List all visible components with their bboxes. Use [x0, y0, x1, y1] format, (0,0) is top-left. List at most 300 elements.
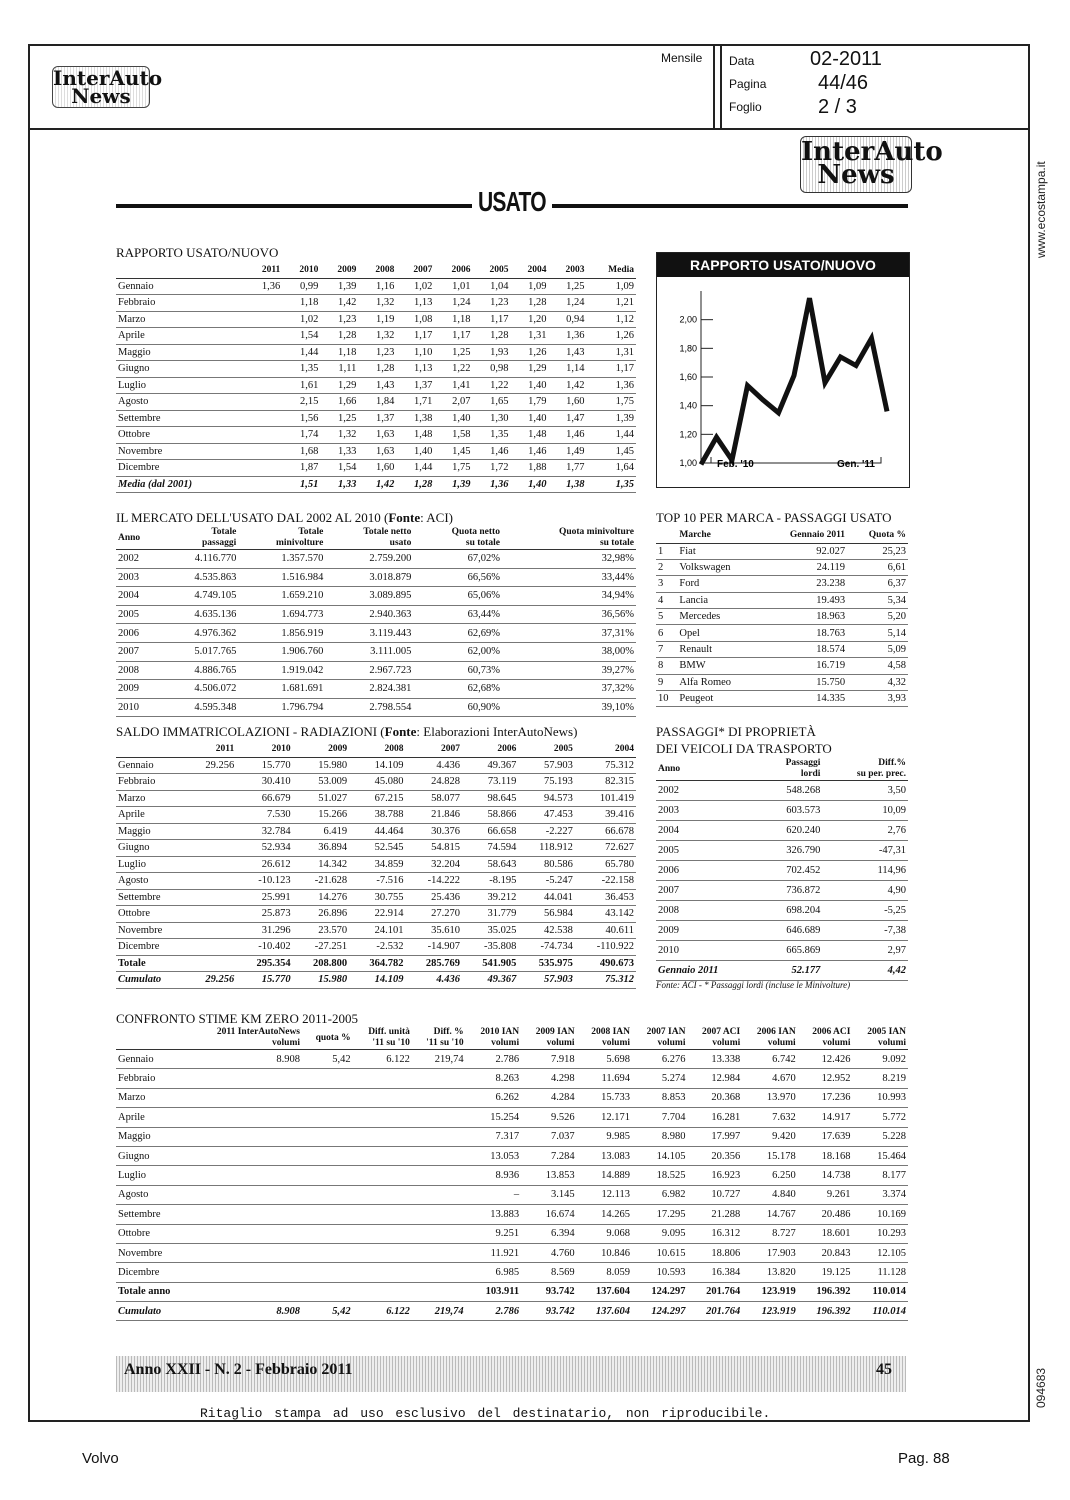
y-tick-label: 1,20 [679, 429, 697, 440]
header-line: volumi [822, 1038, 851, 1048]
table-cell: -10.123 [236, 873, 292, 890]
clip-note: Ritaglio stampa ad uso esclusivo del destinatario, non riproducibile. [200, 1406, 771, 1421]
table-cell [302, 1069, 353, 1088]
table-row [116, 476, 636, 493]
header-line: volumi [491, 1038, 520, 1048]
table-cell: -22.158 [575, 873, 636, 890]
table-cell: 1,09 [587, 278, 636, 295]
table-cell: 9.068 [577, 1224, 632, 1243]
table-cell: 8.219 [852, 1069, 908, 1088]
table-cell: 6 [656, 625, 677, 641]
table-cell: 4,42 [822, 961, 908, 981]
table-cell: 5.698 [577, 1050, 632, 1069]
table-cell: 15.464 [852, 1146, 908, 1165]
table-cell: Alfa Romeo [677, 674, 759, 690]
table-row [116, 906, 636, 923]
table-cell: Mercedes [677, 609, 759, 625]
table-cell: 37,31% [502, 624, 636, 643]
table-row [656, 576, 908, 592]
table-cell: 6.250 [742, 1166, 797, 1185]
table-cell: 13.083 [577, 1146, 632, 1165]
table-cell [189, 1108, 302, 1127]
table-header-row [116, 527, 636, 550]
table-cell: 44.464 [349, 823, 405, 840]
table-header-cell [742, 1027, 797, 1050]
header-line: 2009 IAN [535, 1027, 575, 1037]
table-cell: Novembre [116, 443, 245, 460]
table-cell: 8.263 [466, 1069, 521, 1088]
table-cell: 4,90 [822, 881, 908, 901]
table-cell: 2010 [116, 698, 160, 717]
table-cell: 40.611 [575, 922, 636, 939]
table-cell: 17.903 [742, 1243, 797, 1262]
table-cell: 58.077 [406, 790, 462, 807]
rapporto-chart [656, 252, 910, 488]
table-cell: 1,38 [396, 410, 434, 427]
table-cell: 1,45 [587, 443, 636, 460]
table-cell: 1,51 [282, 476, 320, 493]
header-line: su per. prec. [856, 769, 906, 779]
table-row [656, 841, 908, 861]
table-cell: Settembre [116, 410, 245, 427]
table-cell: 2.786 [466, 1050, 521, 1069]
header-line: volumi [878, 1038, 906, 1048]
table-cell [412, 1166, 466, 1185]
table-row [656, 543, 908, 559]
header-line: Totale [211, 527, 237, 537]
table-header-cell [502, 527, 636, 550]
table-cell: 1,13 [396, 361, 434, 378]
table-cell: Maggio [116, 344, 245, 361]
table-cell: 2003 [116, 568, 160, 587]
table-cell [245, 410, 282, 427]
table-cell: 4.976.362 [160, 624, 238, 643]
table-cell: 4.840 [742, 1185, 797, 1204]
table-cell: 2006 [656, 861, 760, 881]
table-cell: Media (dal 2001) [116, 476, 245, 493]
table-row [116, 1166, 908, 1185]
table-cell: 7 [656, 641, 677, 657]
table-cell: 8.059 [577, 1263, 632, 1282]
table-cell: 2008 [656, 901, 760, 921]
confronto-title: CONFRONTO STIME KM ZERO 2011-2005 [116, 1011, 358, 1026]
table-cell [353, 1146, 412, 1165]
table-cell: 74.594 [462, 840, 518, 857]
table-row [656, 821, 908, 841]
table-cell: 548.268 [760, 781, 823, 801]
table-row [116, 1088, 908, 1107]
table-cell [412, 1224, 466, 1243]
table-cell: 1,02 [282, 311, 320, 328]
table-cell: 5,42 [302, 1050, 353, 1069]
table-cell: 1,43 [358, 377, 396, 394]
table-cell: 0,94 [549, 311, 587, 328]
table-cell: Ford [677, 576, 759, 592]
table-cell: 39.416 [575, 807, 636, 824]
table-row [116, 698, 636, 717]
table-cell: 10.593 [632, 1263, 687, 1282]
table-cell: 31.296 [236, 922, 292, 939]
table-cell: 4.635.136 [160, 605, 238, 624]
table-cell: 1,28 [472, 328, 510, 345]
table-cell: 110.014 [852, 1282, 908, 1301]
table-cell: Marzo [116, 790, 188, 807]
table-cell: 22.914 [349, 906, 405, 923]
table-cell [189, 1205, 302, 1224]
table-cell: 1,09 [510, 278, 548, 295]
section-rule-left [116, 204, 472, 208]
table-cell: 7.918 [521, 1050, 576, 1069]
table-cell [302, 1108, 353, 1127]
table-cell [353, 1088, 412, 1107]
table-cell: 14.738 [798, 1166, 853, 1185]
header-line: minivolture [275, 538, 324, 548]
table-cell: 2009 [656, 921, 760, 941]
table-header-cell [521, 1027, 576, 1050]
table-row [116, 680, 636, 699]
table-cell: 21.288 [687, 1205, 742, 1224]
table-cell: 1.906.760 [238, 642, 325, 661]
table-cell [302, 1282, 353, 1301]
table-cell: 1,60 [358, 460, 396, 477]
table-cell: 1,49 [549, 443, 587, 460]
table-cell: 4.886.765 [160, 661, 238, 680]
table-cell: 1,36 [549, 328, 587, 345]
y-tick-label: 1,80 [679, 343, 697, 354]
table-cell: 93.742 [521, 1282, 576, 1301]
table-cell: 2005 [656, 841, 760, 861]
table-cell: 15.980 [293, 757, 349, 774]
table-cell: 1,29 [510, 361, 548, 378]
table-cell: 66.679 [236, 790, 292, 807]
header-line: Quota minivolture [558, 527, 634, 537]
table-cell: Aprile [116, 807, 188, 824]
table-cell: 1,18 [320, 344, 358, 361]
table-cell: 16.281 [687, 1108, 742, 1127]
table-cell: 14.767 [742, 1205, 797, 1224]
table-cell: 103.911 [466, 1282, 521, 1301]
table-cell: 285.769 [406, 955, 462, 972]
table-cell: 1,33 [320, 476, 358, 493]
table-cell: 2009 [116, 680, 160, 699]
table-cell: -14.222 [406, 873, 462, 890]
table-cell: 1,12 [587, 311, 636, 328]
table-header-cell [116, 1027, 189, 1050]
chart-canvas [657, 277, 907, 485]
table-row [116, 1224, 908, 1243]
table-cell: 35.025 [462, 922, 518, 939]
table-cell: 1,23 [358, 344, 396, 361]
table-cell [412, 1282, 466, 1301]
table-cell: 2006 [116, 624, 160, 643]
table-row [116, 1282, 908, 1301]
table-cell: Marzo [116, 1088, 189, 1107]
table-row [116, 410, 636, 427]
table-cell: 37,32% [502, 680, 636, 699]
table-cell: 137.604 [577, 1282, 632, 1301]
table-cell: 1.694.773 [238, 605, 325, 624]
table-cell: 1,46 [510, 443, 548, 460]
table-cell: 7.037 [521, 1127, 576, 1146]
table-row [656, 801, 908, 821]
table-cell [189, 1166, 302, 1185]
table-cell: Giugno [116, 361, 245, 378]
table-cell: 2008 [358, 262, 396, 278]
table-row [116, 624, 636, 643]
table-cell: 3.018.879 [325, 568, 413, 587]
table-cell: 16.923 [687, 1166, 742, 1185]
table-row [116, 344, 636, 361]
table-row [116, 460, 636, 477]
table-cell [245, 443, 282, 460]
table-cell [188, 856, 237, 873]
table-cell: 1,42 [549, 377, 587, 394]
table-row [656, 881, 908, 901]
table-cell: 2,76 [822, 821, 908, 841]
table-cell: Totale [116, 955, 188, 972]
table-cell: 1,63 [358, 443, 396, 460]
table-cell: 10.615 [632, 1243, 687, 1262]
table-cell [245, 476, 282, 493]
table-row [116, 1069, 908, 1088]
table-header-cell [687, 1027, 742, 1050]
table-cell: 30.755 [349, 889, 405, 906]
table-cell: 4 [656, 592, 677, 608]
table-cell: 1,18 [434, 311, 472, 328]
table-cell: 1,19 [358, 311, 396, 328]
table-cell: 110.014 [852, 1302, 908, 1321]
table-cell: 63,44% [413, 605, 502, 624]
table-cell: 5,09 [847, 641, 908, 657]
table-cell: 94.573 [518, 790, 574, 807]
table-row [116, 1302, 908, 1321]
table-cell: 1,46 [472, 443, 510, 460]
header-line: 2007 IAN [646, 1027, 686, 1037]
table-cell: 11.128 [852, 1263, 908, 1282]
table-cell: 75.312 [575, 972, 636, 989]
table-cell: 72.627 [575, 840, 636, 857]
header-line: volumi [767, 1038, 796, 1048]
table-cell: 2009 [293, 741, 349, 757]
table-cell: -35.808 [462, 939, 518, 956]
table-cell: Gennaio 2011 [760, 527, 847, 543]
table-cell: 1,30 [472, 410, 510, 427]
table-header-cell [656, 758, 760, 781]
confronto-table [116, 1027, 908, 1321]
table-cell: 2003 [656, 801, 760, 821]
table-cell [245, 377, 282, 394]
table-cell [302, 1243, 353, 1262]
table-cell: 1 [656, 543, 677, 559]
table-cell: 18.806 [687, 1243, 742, 1262]
table-cell: Settembre [116, 889, 188, 906]
table-cell: 12.426 [798, 1050, 853, 1069]
table-cell: Ottobre [116, 427, 245, 444]
table-cell: 62,00% [413, 642, 502, 661]
table-cell [353, 1127, 412, 1146]
table-cell: 25.436 [406, 889, 462, 906]
table-cell: 219,74 [412, 1050, 466, 1069]
table-cell: 4.298 [521, 1069, 576, 1088]
table-cell: 1,44 [396, 460, 434, 477]
table-cell: 60,73% [413, 661, 502, 680]
table-cell: 17.295 [632, 1205, 687, 1224]
table-cell: 39.212 [462, 889, 518, 906]
table-cell: 11.694 [577, 1069, 632, 1088]
table-row [656, 625, 908, 641]
table-cell: Luglio [116, 377, 245, 394]
table-cell [302, 1127, 353, 1146]
table-cell: Marzo [116, 311, 245, 328]
table-header-row [656, 527, 908, 543]
table-cell: -110.922 [575, 939, 636, 956]
table-cell: 196.392 [798, 1282, 853, 1301]
table-cell: 1,77 [549, 460, 587, 477]
table-cell: 32.784 [236, 823, 292, 840]
table-cell: 1,42 [320, 295, 358, 312]
table-row [116, 972, 636, 989]
table-cell: 1,24 [434, 295, 472, 312]
table-cell: 1,18 [282, 295, 320, 312]
table-cell [302, 1185, 353, 1204]
table-row [116, 1050, 908, 1069]
side-code: 094683 [1034, 1367, 1048, 1408]
table-cell: 73.119 [462, 774, 518, 791]
table-cell: 10,09 [822, 801, 908, 821]
header-line: volumi [546, 1038, 575, 1048]
table-cell: 1,63 [358, 427, 396, 444]
table-row [656, 921, 908, 941]
table-header-cell [632, 1027, 687, 1050]
table-cell [353, 1185, 412, 1204]
table-cell: 42.538 [518, 922, 574, 939]
table-cell: 1,28 [358, 361, 396, 378]
table-cell: 31.779 [462, 906, 518, 923]
table-row [116, 361, 636, 378]
table-cell: Febbraio [116, 774, 188, 791]
table-cell [189, 1088, 302, 1107]
header-line: Diff. % [433, 1027, 464, 1037]
y-tick-label: 1,40 [679, 400, 697, 411]
table-cell: -27.251 [293, 939, 349, 956]
table-cell: 4.760 [521, 1243, 576, 1262]
side-website: www.ecostampa.it [1034, 161, 1048, 258]
table-cell: 137.604 [577, 1302, 632, 1321]
table-cell: Gennaio 2011 [656, 961, 760, 981]
table-cell: 16.719 [760, 658, 847, 674]
table-cell: Luglio [116, 1166, 189, 1185]
saldo-table [116, 741, 636, 989]
table-header-cell [189, 1027, 302, 1050]
table-cell: 1.659.210 [238, 587, 325, 606]
table-cell: 2004 [575, 741, 636, 757]
table-cell: 65.780 [575, 856, 636, 873]
table-cell: 4.284 [521, 1088, 576, 1107]
table-cell: 1,16 [358, 278, 396, 295]
table-cell: 326.790 [760, 841, 823, 861]
table-cell: 1,74 [282, 427, 320, 444]
table-cell: 1.516.984 [238, 568, 325, 587]
table-cell: 6.419 [293, 823, 349, 840]
table-cell [245, 361, 282, 378]
table-cell: 9.251 [466, 1224, 521, 1243]
table-cell: Aprile [116, 328, 245, 345]
table-cell: 1,21 [587, 295, 636, 312]
passaggi-table [656, 758, 908, 981]
table-cell: 67.215 [349, 790, 405, 807]
table-row [116, 1205, 908, 1224]
table-cell: 114,96 [822, 861, 908, 881]
table-cell: 1,24 [549, 295, 587, 312]
table-cell: Volkswagen [677, 559, 759, 575]
header-line: volumi [712, 1038, 741, 1048]
table-cell: 17.639 [798, 1127, 853, 1146]
table-row [116, 807, 636, 824]
table-row [116, 1127, 908, 1146]
table-cell: 1,25 [320, 410, 358, 427]
table-cell: 1,54 [282, 328, 320, 345]
table-cell: 5.228 [852, 1127, 908, 1146]
table-cell: 4.116.770 [160, 550, 238, 569]
table-cell: 2.940.363 [325, 605, 413, 624]
table-cell: 1,14 [549, 361, 587, 378]
table-row [116, 1185, 908, 1204]
table-row [116, 394, 636, 411]
table-cell: Novembre [116, 922, 188, 939]
table-cell: 1,33 [320, 443, 358, 460]
y-tick-label: 1,00 [679, 458, 697, 468]
table-header-cell [412, 1027, 466, 1050]
header-line: su totale [599, 538, 634, 548]
table-cell: 1,48 [396, 427, 434, 444]
table-cell: 1.681.691 [238, 680, 325, 699]
table-cell: 1,28 [320, 328, 358, 345]
table-row [116, 661, 636, 680]
table-cell [353, 1243, 412, 1262]
table-cell: 490.673 [575, 955, 636, 972]
table-cell: 1,25 [434, 344, 472, 361]
table-cell: 9 [656, 674, 677, 690]
table-cell: 36.894 [293, 840, 349, 857]
table-cell: 18.525 [632, 1166, 687, 1185]
header-line: Passaggi [785, 758, 821, 768]
brand-name: Volvo [82, 1450, 119, 1467]
table-cell: 15.770 [236, 757, 292, 774]
table-cell: 4,58 [847, 658, 908, 674]
table-cell: 2003 [549, 262, 587, 278]
table-cell: 9.526 [521, 1108, 576, 1127]
table-cell: 8.853 [632, 1088, 687, 1107]
table-cell: 1,26 [587, 328, 636, 345]
table-cell: 4.436 [406, 972, 462, 989]
header-line: volumi [657, 1038, 686, 1048]
table-cell: 2.759.200 [325, 550, 413, 569]
table-cell: 66.658 [462, 823, 518, 840]
table-cell [245, 311, 282, 328]
table-row [656, 674, 908, 690]
table-cell: 535.975 [518, 955, 574, 972]
top10-table [656, 527, 908, 707]
table-cell: 123.919 [742, 1302, 797, 1321]
table-cell: 2005 [472, 262, 510, 278]
table-cell [189, 1243, 302, 1262]
table-cell: 2,07 [434, 394, 472, 411]
table-cell: 1,72 [472, 460, 510, 477]
table-header-row [116, 1027, 908, 1050]
table-cell: 6.394 [521, 1224, 576, 1243]
table-cell: 15.254 [466, 1108, 521, 1127]
table-cell: Marche [677, 527, 759, 543]
